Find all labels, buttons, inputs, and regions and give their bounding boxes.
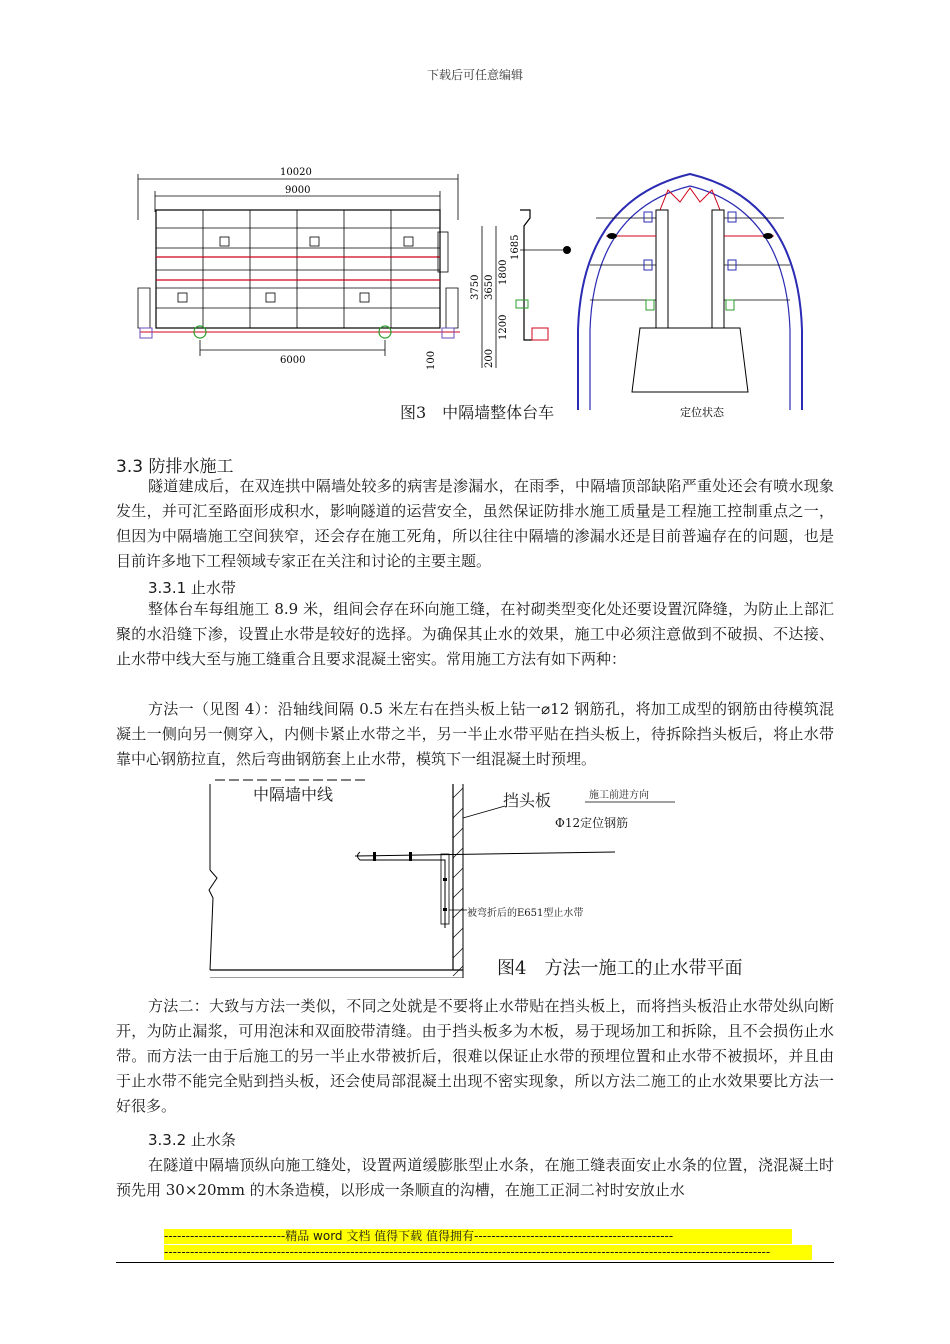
figure-4: [205, 778, 805, 978]
label-center-line: 中隔墙中线: [253, 785, 334, 804]
dim-height-5: 1200: [498, 314, 509, 340]
label-rebar: Φ12定位钢筋: [555, 816, 629, 830]
dim-height-6: 200: [484, 348, 495, 368]
subsection-heading-2: 3.3.2 止水条: [148, 1131, 236, 1149]
footer-dashes: --------------------------------------------------------------------------------------------------------------------------------------------: [164, 1245, 812, 1260]
sub1-paragraph-2: 方法一（见图 4）：沿轴线间隔 0.5 米左右在挡头板上钻一⌀12 钢筋孔，将加工成型的钢筋由待模筑混凝土一侧向另一侧穿入，内侧卡紧止水带之半，另一半止水带平贴在挡头板上，待拆除挡头板后，将止水带靠中心钢筋拉直，然后弯曲钢筋套上止水带，模筑下一组混凝土时预埋。: [116, 700, 834, 768]
dim-inner: 9000: [285, 185, 311, 196]
status-label: 定位状态: [680, 406, 724, 419]
footer-banner: ----------------------------精品 word 文档 值得下载 值得拥有----------------------------------------------: [164, 1229, 792, 1244]
footer-rule: [116, 1262, 834, 1263]
section-heading: 3.3 防排水施工: [116, 457, 234, 477]
sub1-paragraph-1: 整体台车每组施工 8.9 米，组间会存在环向施工缝，在衬砌类型变化处还要设置沉降缝，为防止上部汇聚的水沿缝下渗，设置止水带是较好的选择。为确保其止水的效果，施工中必须注意做到不破损、不达接、止水带中线大至与施工缝重合且要求混凝土密实。常用施工方法有如下两种：: [116, 600, 834, 668]
dim-wheel: 6000: [280, 355, 306, 366]
intro-paragraph: 隧道建成后，在双连拱中隔墙处较多的病害是渗漏水，在雨季，中隔墙顶部缺陷严重处还会有喷水现象发生，并可汇至路面形成积水，影响隧道的运营安全，虽然保证防排水施工质量是工程施工控制重点之一，但因为中隔墙施工空间狭窄，还会存在施工死角，所以往往中隔墙的渗漏水还是目前普遍存在的问题，也是目前许多地下工程领域专家正在关注和讨论的主要主题。: [116, 477, 834, 570]
dim-bottom: 100: [426, 350, 437, 370]
sub1-paragraph-3: 方法二：大致与方法一类似，不同之处就是不要将止水带贴在挡头板上，而将挡头板沿止水带处纵向断开，为防止漏浆，可用泡沫和双面胶带清缝。由于挡头板多为木板，易于现场加工和拆除，且不会损伤止水带。而方法一由于后施工的另一半止水带被折后，很难以保证止水带的预埋位置和止水带不被损坏，并且由于止水带不能完全贴到挡头板，还会使局部混凝土出现不密实现象，所以方法二施工的止水效果要比方法一好很多。: [116, 997, 834, 1115]
figure-3-caption: 图3 中隔墙整体台车: [400, 403, 555, 422]
figure-4-caption: 图4 方法一施工的止水带平面: [497, 958, 743, 979]
dim-total: 10020: [280, 167, 312, 178]
label-direction: 施工前进方向: [589, 790, 649, 801]
dim-height-3: 1800: [498, 259, 509, 285]
dim-height-2: 3650: [484, 274, 495, 300]
header-note: 下载后可任意编辑: [426, 68, 523, 82]
figure-3-drawing: [120, 160, 840, 430]
dim-height-1: 3750: [470, 274, 481, 300]
subsection-heading-1: 3.3.1 止水带: [148, 579, 236, 597]
dim-height-4: 1685: [510, 234, 521, 260]
label-board: 挡头板: [503, 791, 552, 810]
figure-3: [120, 160, 840, 430]
sub2-paragraph-1: 在隧道中隔墙顶纵向施工缝处，设置两道缓膨胀型止水条，在施工缝表面安止水条的位置，浇混凝土时预先用 30×20mm 的木条造模，以形成一条顺直的沟槽，在施工正洞二衬时安放止水: [116, 1156, 834, 1199]
label-band: 被弯折后的E651型止水带: [467, 908, 584, 919]
